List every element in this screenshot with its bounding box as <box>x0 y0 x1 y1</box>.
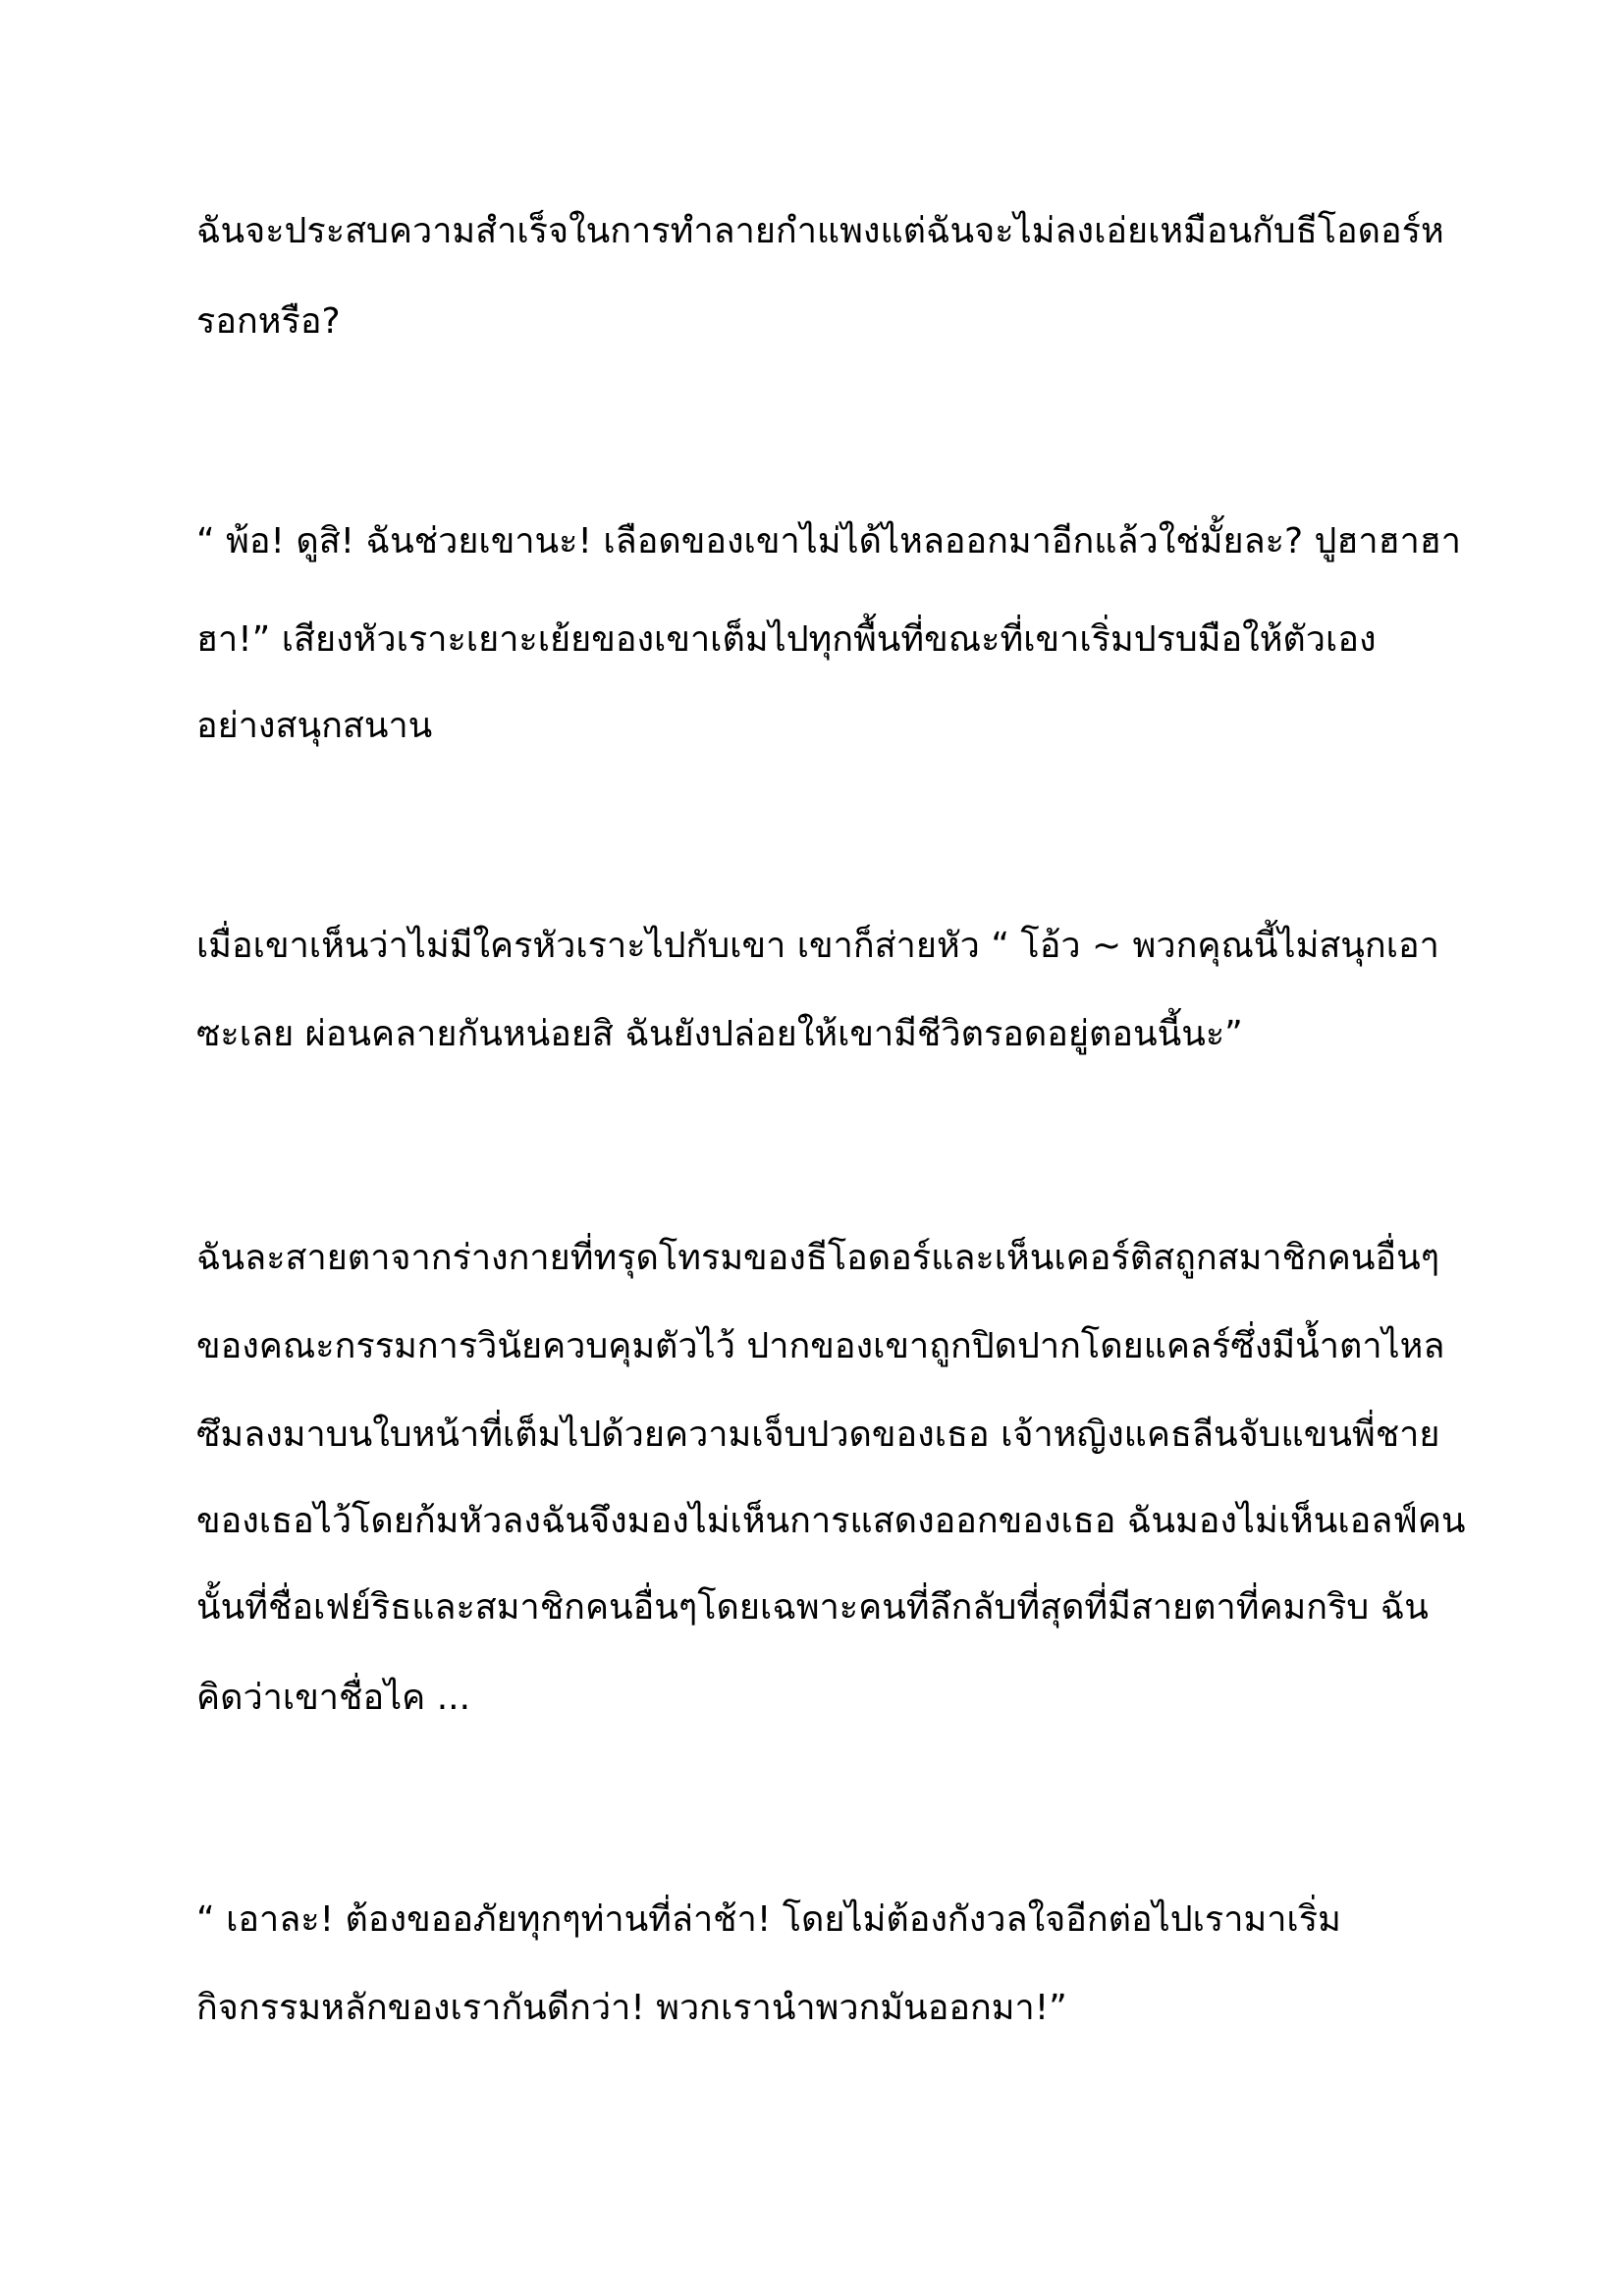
paragraph-3-line-1: เมื่อเขาเห็นว่าไม่มีใครหัวเราะไปกับเขา เขาก็ส่ายหัว “ โอ้ว ~ พวกคุณนี้ไม่สนุกเอา <box>196 926 1439 966</box>
paragraph-2-line-2: ฮา!” เสียงหัวเราะเยาะเย้ยของเขาเต็มไปทุกพื้นที่ขณะที่เขาเริ่มปรบมือให้ตัวเอง <box>196 619 1377 660</box>
paragraph-4-line-6: คิดว่าเขาชื่อไค ... <box>196 1678 471 1718</box>
paragraph-4-line-3: ซึมลงมาบนใบหน้าที่เต็มไปด้วยความเจ็บปวดของเธอ เจ้าหญิงแคธลีนจับแขนพี่ชาย <box>196 1415 1440 1455</box>
paragraph-2-line-1: “ พ้อ! ดูสิ! ฉันช่วยเขานะ! เลือดของเขาไม่ได้ไหลออกมาอีกแล้วใช่มั้ยละ? ปูฮาฮาฮา <box>196 521 1461 561</box>
paragraph-3-line-2: ซะเลย ผ่อนคลายกันหน่อยสิ ฉันยังปล่อยให้เขามีชีวิตรอดอยู่ตอนนี้นะ” <box>196 1014 1243 1054</box>
paragraph-5-line-1: “ เอาละ! ต้องขออภัยทุกๆท่านที่ล่าช้า! โดยไม่ต้องกังวลใจอีกต่อไปเรามาเริ่ม <box>196 1899 1341 1940</box>
paragraph-5-line-2: กิจกรรมหลักของเรากันดีกว่า! พวกเรานำพวกมันออกมา!” <box>196 1988 1067 2028</box>
paragraph-1-line-2: รอกหรือ? <box>196 301 341 342</box>
paragraph-4-line-4: ของเธอไว้โดยก้มหัวลงฉันจึงมองไม่เห็นการแสดงออกของเธอ ฉันมองไม่เห็นเอลฟ์คน <box>196 1501 1466 1541</box>
paragraph-4-line-5: นั้นที่ชื่อเฟย์ริธและสมาชิกคนอื่นๆโดยเฉพาะคนที่ลึกลับที่สุดที่มีสายตาที่คมกริบ ฉัน <box>196 1587 1429 1628</box>
paragraph-1-line-1: ฉันจะประสบความสำเร็จในการทำลายกำแพงแต่ฉันจะไม่ลงเอ่ยเหมือนกับธีโอดอร์ห <box>196 211 1444 251</box>
paragraph-4-line-1: ฉันละสายตาจากร่างกายที่ทรุดโทรมของธีโอดอร์และเห็นเคอร์ติสถูกสมาชิกคนอื่นๆ <box>196 1238 1440 1278</box>
paragraph-4-line-2: ของคณะกรรมการวินัยควบคุมตัวไว้ ปากของเขาถูกปิดปากโดยแคลร์ซึ่งมีน้ำตาไหล <box>196 1326 1445 1366</box>
paragraph-2-line-3: อย่างสนุกสนาน <box>196 706 433 746</box>
